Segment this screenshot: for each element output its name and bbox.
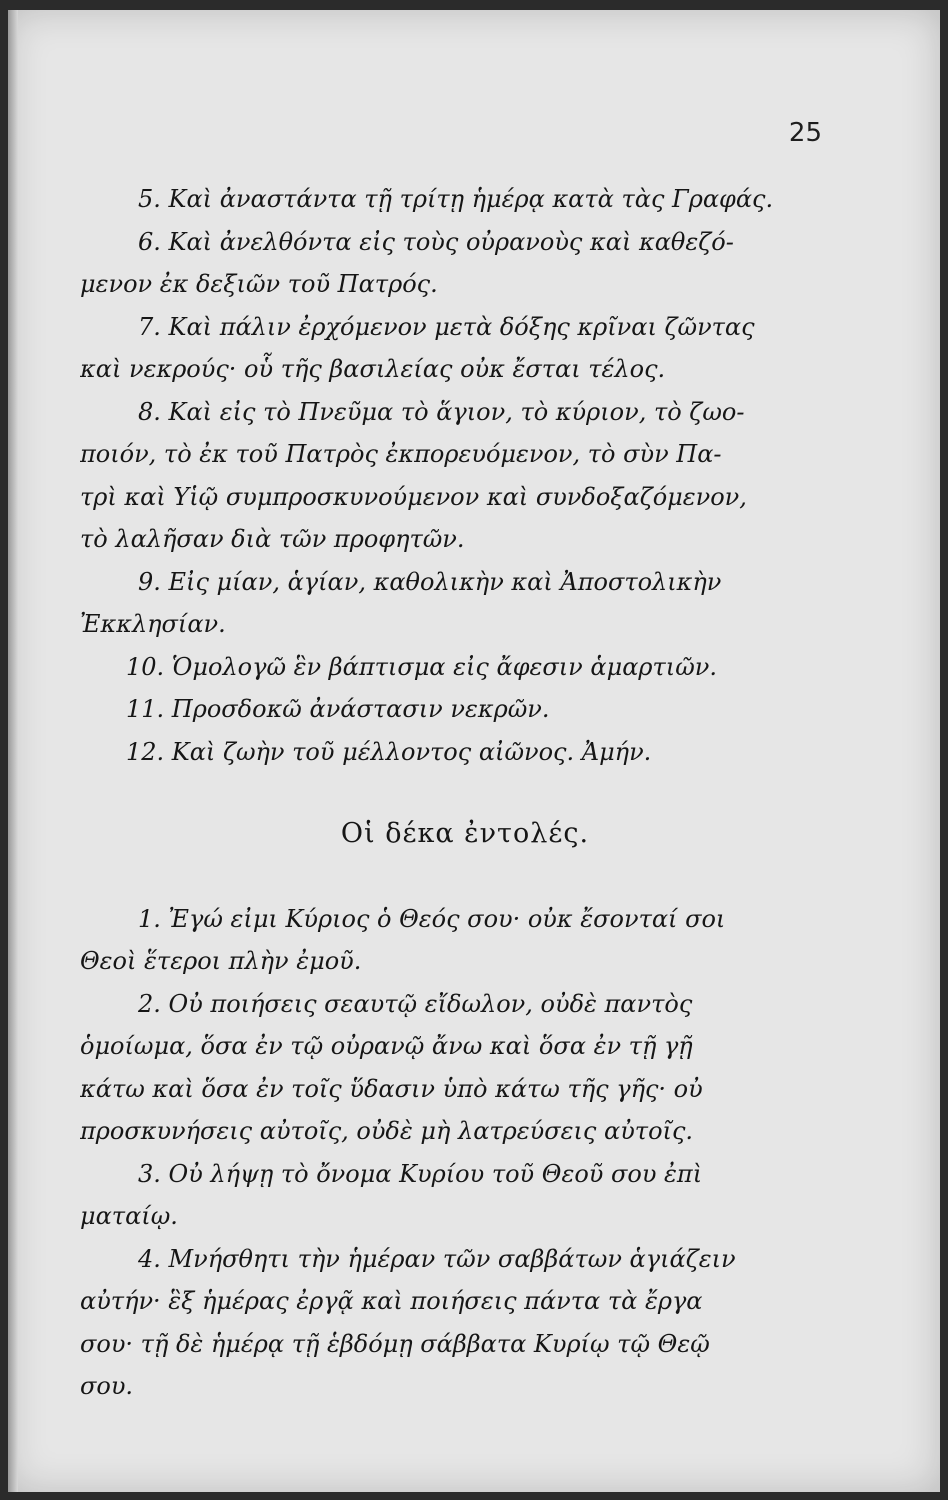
creed-article-6: 6. Καὶ ἀνελθόντα εἰς τοὺς οὐρανοὺς καὶ καθεζό-	[138, 227, 734, 256]
commandment-line: προσκυνήσεις αὐτοῖς, οὐδὲ μὴ λατρεύσεις αὐτοῖς.	[80, 1117, 694, 1145]
creed-line: τρὶ καὶ Υἱῷ συμπροσκυνούμενον καὶ συνδοξαζόμενον,	[80, 482, 747, 511]
creed-article-12: 12. Καὶ ζωὴν τοῦ μέλλοντος αἰῶνος. Ἀμήν.	[126, 737, 652, 766]
page-text	[80, 178, 850, 1408]
page-number: 25	[788, 118, 822, 148]
commandment-line: σου.	[80, 1372, 134, 1400]
commandment-line: αὐτήν· ἓξ ἡμέρας ἐργᾷ καὶ ποιήσεις πάντα τὰ ἔργα	[80, 1287, 703, 1315]
book-page	[8, 10, 940, 1492]
commandment-line: κάτω καὶ ὅσα ἐν τοῖς ὕδασιν ὑπὸ κάτω τῆς γῆς· οὐ	[80, 1074, 703, 1103]
commandment-line: σου· τῇ δὲ ἡμέρᾳ τῇ ἑβδόμῃ σάββατα Κυρίῳ τῷ Θεῷ	[80, 1329, 710, 1358]
creed-article-9: 9. Εἰς μίαν, ἁγίαν, καθολικὴν καὶ Ἀποστολικὴν	[138, 567, 722, 596]
creed-line: μενον ἐκ δεξιῶν τοῦ Πατρός.	[80, 270, 438, 298]
page-binding-edge	[8, 10, 18, 1492]
creed-article-10: 10. Ὁμολογῶ ἓν βάπτισμα εἰς ἄφεσιν ἁμαρτιῶν.	[126, 652, 717, 681]
creed-line: καὶ νεκρούς· οὗ τῆς βασιλείας οὐκ ἔσται τέλος.	[80, 355, 666, 383]
creed-article-7: 7. Καὶ πάλιν ἐρχόμενον μετὰ δόξης κρῖναι ζῶντας	[138, 312, 755, 341]
creed-line: ποιόν, τὸ ἐκ τοῦ Πατρὸς ἐκπορευόμενον, τὸ σὺν Πα-	[80, 440, 722, 468]
commandment-3: 3. Οὐ λήψῃ τὸ ὄνομα Κυρίου τοῦ Θεοῦ σου ἐπὶ	[138, 1159, 703, 1188]
commandments-heading: Οἱ δέκα ἐντολές.	[340, 818, 590, 849]
creed-article-11: 11. Προσδοκῶ ἀνάστασιν νεκρῶν.	[126, 695, 550, 723]
creed-article-8: 8. Καὶ εἰς τὸ Πνεῦμα τὸ ἅγιον, τὸ κύριον, τὸ ζωο-	[138, 397, 745, 426]
commandment-line: ὁμοίωμα, ὅσα ἐν τῷ οὐρανῷ ἄνω καὶ ὅσα ἐν τῇ γῇ	[80, 1032, 693, 1060]
creed-line: Ἐκκλησίαν.	[80, 610, 226, 638]
commandment-4: 4. Μνήσθητι τὴν ἡμέραν τῶν σαββάτων ἁγιάζειν	[138, 1244, 736, 1273]
commandment-line: ματαίῳ.	[80, 1202, 178, 1230]
creed-line: τὸ λαλῆσαν διὰ τῶν προφητῶν.	[80, 525, 465, 553]
commandment-1: 1. Ἐγώ εἰμι Κύριος ὁ Θεός σου· οὐκ ἔσονταί σοι	[138, 904, 726, 933]
creed-article-5: 5. Καὶ ἀναστάντα τῇ τρίτῃ ἡμέρᾳ κατὰ τὰς Γραφάς.	[138, 185, 774, 213]
commandment-2: 2. Οὐ ποιήσεις σεαυτῷ εἴδωλον, οὐδὲ παντὸς	[138, 989, 693, 1018]
commandment-line: Θεοὶ ἕτεροι πλὴν ἐμοῦ.	[80, 947, 362, 975]
